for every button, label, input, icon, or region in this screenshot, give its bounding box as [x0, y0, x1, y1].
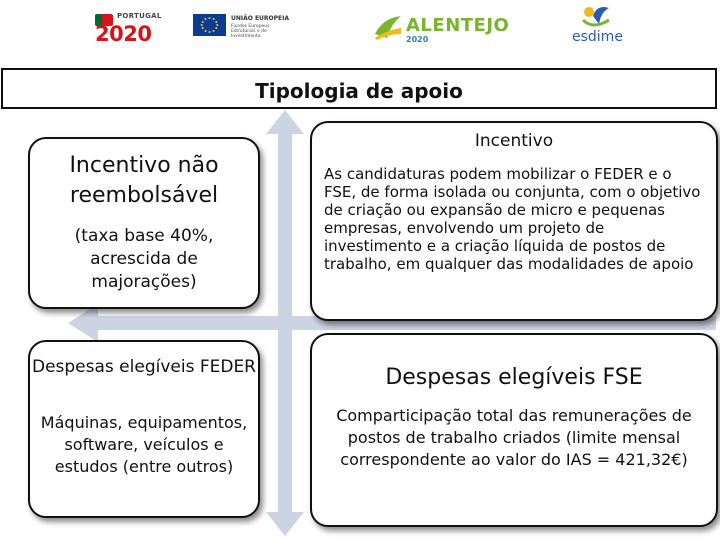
quadrant-incentivo — [310, 121, 718, 321]
alentejo-logo-name: ALENTEJO — [406, 15, 510, 36]
esdime-logo-name: esdime — [572, 29, 623, 45]
eu-logo-title: UNIÃO EUROPEIA — [231, 15, 290, 22]
quadrant-top-right-body: As candidaturas podem mobilizar o FEDER e o FSE, de forma isolada ou conjunta, com o objetivo de criação ou expansão de micro e pequenas empresas, envolvendo um projeto de investimento e a criação líquida de postos de trabalho, em qualquer das modalidades de apoio — [324, 165, 701, 273]
page-title: Tipologia de apoio — [255, 79, 463, 103]
quadrant-incentivo-nao-reembolsavel — [28, 137, 260, 309]
up-arrow-head — [266, 110, 304, 134]
alentejo-logo-year: 2020 — [406, 35, 429, 44]
down-arrow-head — [266, 512, 304, 536]
quadrant-bottom-left-body: Máquinas, equipamentos, software, veículos e estudos (entre outros) — [40, 413, 248, 476]
quadrant-top-left-heading: Incentivo não reembolsável — [69, 153, 219, 208]
quadrant-top-left-body: (taxa base 40%, acrescida de majorações) — [74, 226, 214, 292]
quadrant-bottom-right-heading: Despesas elegíveis FSE — [385, 365, 643, 390]
quadrant-despesas-fse — [310, 333, 718, 527]
portugal-2020-year: 2020 — [95, 22, 152, 46]
quadrant-top-right-heading: Incentivo — [474, 131, 554, 151]
portugal-2020-word: PORTUGAL — [117, 12, 162, 20]
quadrant-bottom-left-heading: Despesas elegíveis FEDER — [31, 357, 256, 377]
left-arrow-head — [68, 304, 98, 342]
quadrant-despesas-feder — [28, 340, 260, 518]
quadrant-bottom-right-body: Comparticipação total das remunerações de postos de trabalho criados (limite mensal correspondente ao valor do IAS = 421,32€) — [336, 406, 692, 469]
eu-logo-subtitle: Fundos Europeus Estruturais e de Investimento — [231, 24, 270, 39]
